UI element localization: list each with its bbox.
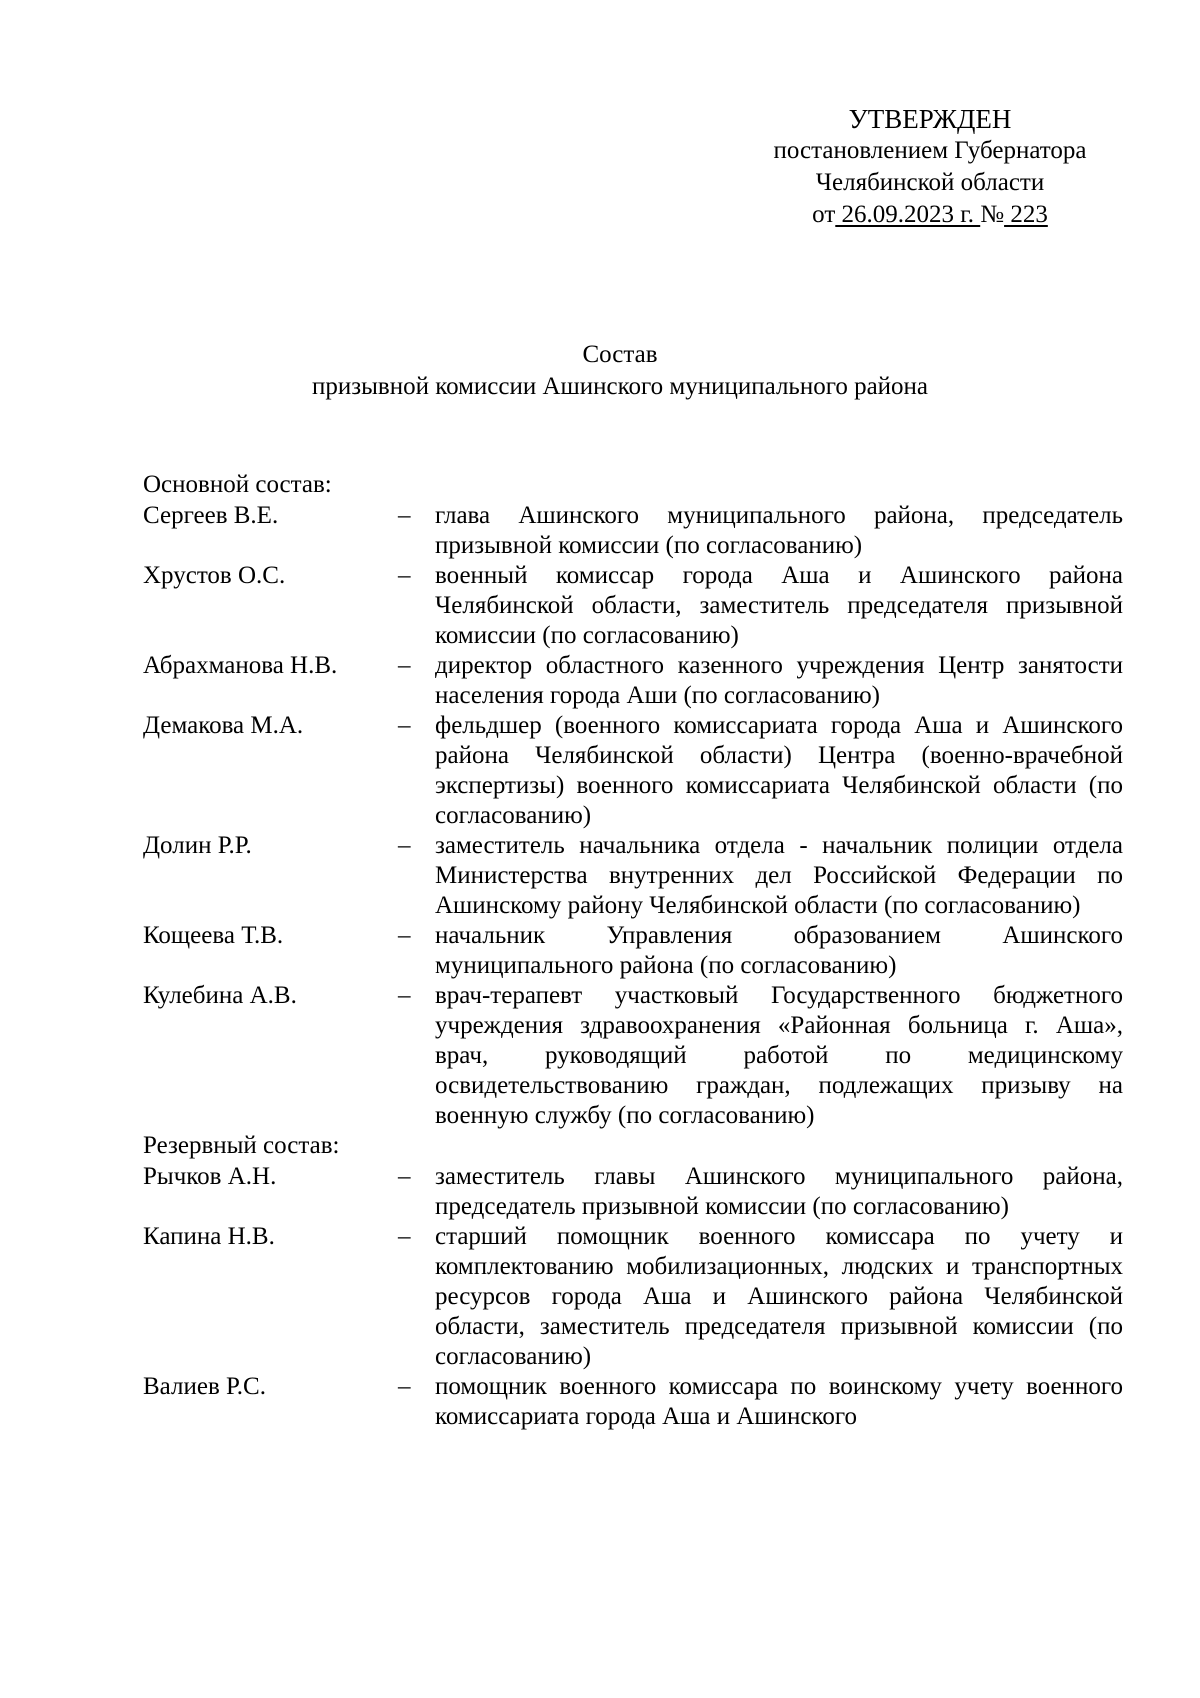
member-position: заместитель начальника отдела - начальник полиции отдела Министерства внутренних дел Российской Федерации по Ашинскому району Челябинской области (по согласованию) bbox=[435, 832, 1123, 919]
member-position: начальник Управления образованием Ашинского муниципального района (по согласованию) bbox=[435, 922, 1123, 979]
member-dash: – bbox=[398, 922, 411, 949]
member-row bbox=[143, 981, 1123, 1131]
approval-number-sign: № bbox=[980, 201, 1005, 228]
approval-number: 223 bbox=[1004, 201, 1048, 228]
heading-title: Состав bbox=[582, 341, 658, 368]
member-name: Сергеев В.Е. bbox=[143, 502, 279, 529]
member-row bbox=[143, 1372, 1123, 1432]
member-dash: – bbox=[398, 1373, 411, 1400]
member-row bbox=[143, 651, 1123, 711]
approval-line-decree: постановлением Губернатора bbox=[773, 137, 1087, 164]
member-name: Долин Р.Р. bbox=[143, 832, 252, 859]
member-row bbox=[143, 1222, 1123, 1372]
member-position: врач-терапевт участковый Государственного бюджетного учреждения здравоохранения «Районная больница г. Аша», врач, руководящий работой по медицинскому освидетельствованию граждан, подлежащих призыву на военную службу (по согласованию) bbox=[435, 982, 1123, 1129]
commission-roster bbox=[143, 470, 1123, 1432]
approval-title: УТВЕРЖДЕН bbox=[848, 104, 1012, 134]
approval-stamp bbox=[740, 103, 1120, 231]
member-name: Кулебина А.В. bbox=[143, 982, 297, 1009]
member-position: старший помощник военного комиссара по учету и комплектованию мобилизационных, людских и транспортных ресурсов города Аша и Ашинского района Челябинской области, заместитель председателя призывной комиссии (по согласованию) bbox=[435, 1223, 1123, 1370]
member-name: Абрахманова Н.В. bbox=[143, 652, 338, 679]
approval-date-prefix: от bbox=[812, 201, 836, 228]
member-row bbox=[143, 561, 1123, 651]
member-name: Капина Н.В. bbox=[143, 1223, 275, 1250]
member-position: директор областного казенного учреждения Центр занятости населения города Аши (по согласованию) bbox=[435, 652, 1123, 709]
member-dash: – bbox=[398, 562, 411, 589]
member-row bbox=[143, 831, 1123, 921]
member-position: помощник военного комиссара по воинскому учету военного комиссариата города Аша и Ашинского bbox=[435, 1373, 1123, 1430]
member-name: Рычков А.Н. bbox=[143, 1163, 277, 1190]
member-row bbox=[143, 921, 1123, 981]
member-dash: – bbox=[398, 712, 411, 739]
member-name: Хрустов О.С. bbox=[143, 562, 286, 589]
approval-date: 26.09.2023 г. bbox=[835, 201, 981, 228]
member-dash: – bbox=[398, 1163, 411, 1190]
approval-line-region: Челябинской области bbox=[815, 169, 1045, 196]
member-position: фельдшер (военного комиссариата города Аша и Ашинского района Челябинской области) Центра (военно-врачебной экспертизы) военного комиссариата Челябинской области (по согласованию) bbox=[435, 712, 1123, 829]
member-row bbox=[143, 501, 1123, 561]
member-dash: – bbox=[398, 832, 411, 859]
member-dash: – bbox=[398, 502, 411, 529]
member-name: Кощеева Т.В. bbox=[143, 922, 284, 949]
member-name: Валиев Р.С. bbox=[143, 1373, 266, 1400]
reserve-section-title: Резервный состав: bbox=[143, 1132, 340, 1159]
member-row bbox=[143, 1162, 1123, 1222]
member-name: Демакова М.А. bbox=[143, 712, 304, 739]
member-row bbox=[143, 711, 1123, 831]
approval-date-line bbox=[740, 199, 1120, 231]
member-position: заместитель главы Ашинского муниципального района, председатель призывной комиссии (по согласованию) bbox=[435, 1163, 1123, 1220]
member-dash: – bbox=[398, 652, 411, 679]
document-heading bbox=[180, 339, 1060, 403]
member-position: глава Ашинского муниципального района, председатель призывной комиссии (по согласованию) bbox=[435, 502, 1123, 559]
member-position: военный комиссар города Аша и Ашинского района Челябинской области, заместитель председателя призывной комиссии (по согласованию) bbox=[435, 562, 1123, 649]
heading-subtitle: призывной комиссии Ашинского муниципального района bbox=[311, 373, 929, 400]
member-dash: – bbox=[398, 982, 411, 1009]
main-section-title: Основной состав: bbox=[143, 471, 332, 498]
member-dash: – bbox=[398, 1223, 411, 1250]
